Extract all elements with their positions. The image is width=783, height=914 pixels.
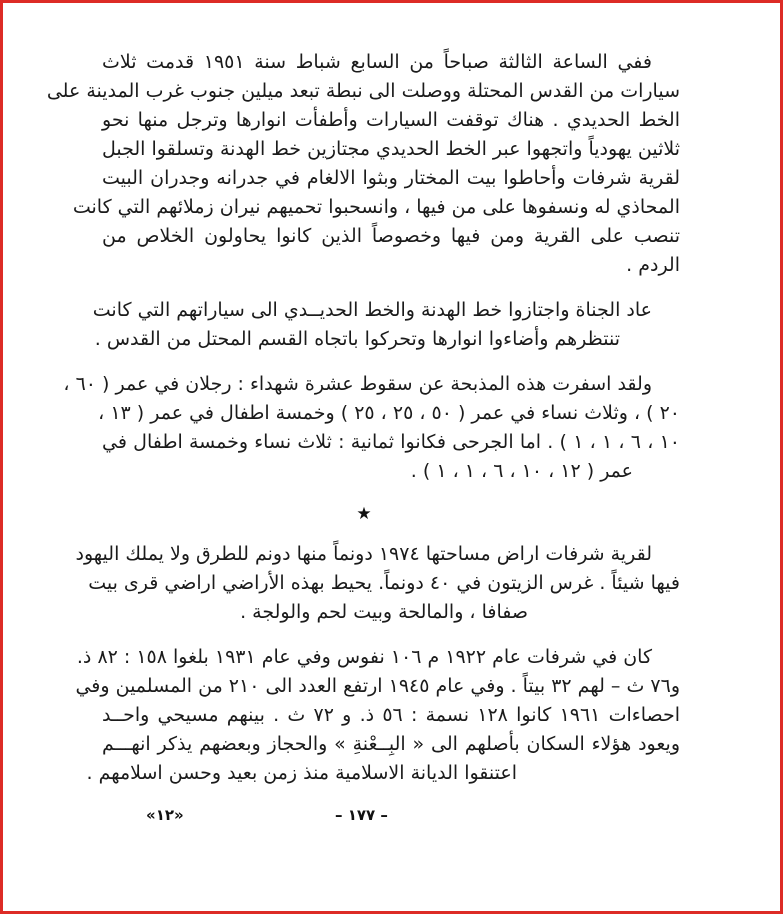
text-line: تنصب على القرية ومن فيها وخصوصاً الذين كانوا يحاولون الخلاص من bbox=[102, 225, 680, 247]
text-line: عمر ( ١٢ ، ١٠ ، ٦ ، ١ ، ١ ) . bbox=[410, 460, 633, 482]
section-divider-star-icon: ★ bbox=[356, 504, 372, 524]
text-line: المحاذي له ونسفوها على من فيها ، وانسحبوا تحميهم نيران زملائهم التي كانت bbox=[72, 196, 680, 218]
text-line: ويعود هؤلاء السكان بأصلهم الى « البِــعْنةِ » والحجاز وبعضهم يذكر انهـــم bbox=[102, 733, 680, 755]
text-line: احصاءات ١٩٦١ كانوا ١٢٨ نسمة : ٥٦ ذ. و ٧٢ ث . بينهم مسيحي واحــد bbox=[102, 704, 681, 726]
text-line: الردم . bbox=[626, 254, 680, 276]
page-number: – ١٧٧ – bbox=[335, 806, 388, 824]
text-line: ٢٠ ) ، وثلاث نساء في عمر ( ٥٠ ، ٢٥ ، ٢٥ ) وخمسة اطفال في عمر ( ١٣ ، bbox=[98, 402, 680, 424]
text-line: اعتنقوا الديانة الاسلامية منذ زمن بعيد وحسن اسلامهم . bbox=[86, 762, 517, 784]
text-line: ففي الساعة الثالثة صباحاً من السابع شباط سنة ١٩٥١ قدمت ثلاث bbox=[102, 51, 652, 73]
page-footer bbox=[102, 806, 680, 832]
text-content bbox=[46, 48, 681, 788]
text-line: ثلاثين يهودياً واتجهوا عبر الخط الحديدي مجتازين خط الهدنة وتسلقوا الجبل bbox=[102, 138, 680, 160]
page-text-block bbox=[46, 48, 681, 788]
text-line: ولقد اسفرت هذه المذبحة عن سقوط عشرة شهداء : رجلان في عمر ( ٦٠ ، bbox=[63, 373, 652, 395]
paragraph bbox=[92, 296, 680, 354]
text-line: لقرية شرفات وأحاطوا بيت المختار وبثوا الالغام في جدرانه وجدران البيت bbox=[102, 167, 680, 189]
text-line: صفافا ، والمالحة وبيت لحم والولجة . bbox=[240, 601, 528, 623]
text-line: ١٠ ، ٦ ، ١ ، ١ ) . اما الجرحى فكانوا ثمانية : ثلاث نساء وخمسة اطفال في bbox=[102, 431, 680, 453]
text-line: لقرية شرفات اراض مساحتها ١٩٧٤ دونماً منها دونم للطرق ولا يملك اليهود bbox=[75, 543, 652, 565]
text-line: فيها شيئاً . غرس الزيتون في ٤٠ دونماً. يحيط بهذه الأراضي اراضي قرى بيت bbox=[88, 572, 680, 594]
text-line: الخط الحديدي . هناك توقفت السيارات وأطفأت انوارها وترجل منها نحو bbox=[102, 109, 680, 131]
text-line: و٧٦ ث – لهم ٣٢ بيتاً . وفي عام ١٩٤٥ ارتفع العدد الى ٢١٠ من المسلمين وفي bbox=[75, 675, 680, 697]
quire-mark: «١٢» bbox=[146, 806, 184, 824]
paragraph bbox=[63, 370, 680, 486]
paragraph bbox=[75, 643, 681, 788]
text-line: تنتظرهم وأضاءوا انوارها وتحركوا باتجاه القسم المحتل من القدس . bbox=[94, 328, 620, 350]
text-line: سيارات من القدس المحتلة ووصلت الى نبطة تبعد ميلين جنوب غرب المدينة على bbox=[46, 80, 680, 102]
paragraph bbox=[75, 540, 680, 627]
paragraph bbox=[46, 48, 680, 280]
text-line: كان في شرفات عام ١٩٢٢ م ١٠٦ نفوس وفي عام ١٩٣١ بلغوا ١٥٨ : ٨٢ ذ. bbox=[76, 646, 652, 668]
text-line: عاد الجناة واجتازوا خط الهدنة والخط الحديــدي الى سياراتهم التي كانت bbox=[92, 299, 652, 321]
